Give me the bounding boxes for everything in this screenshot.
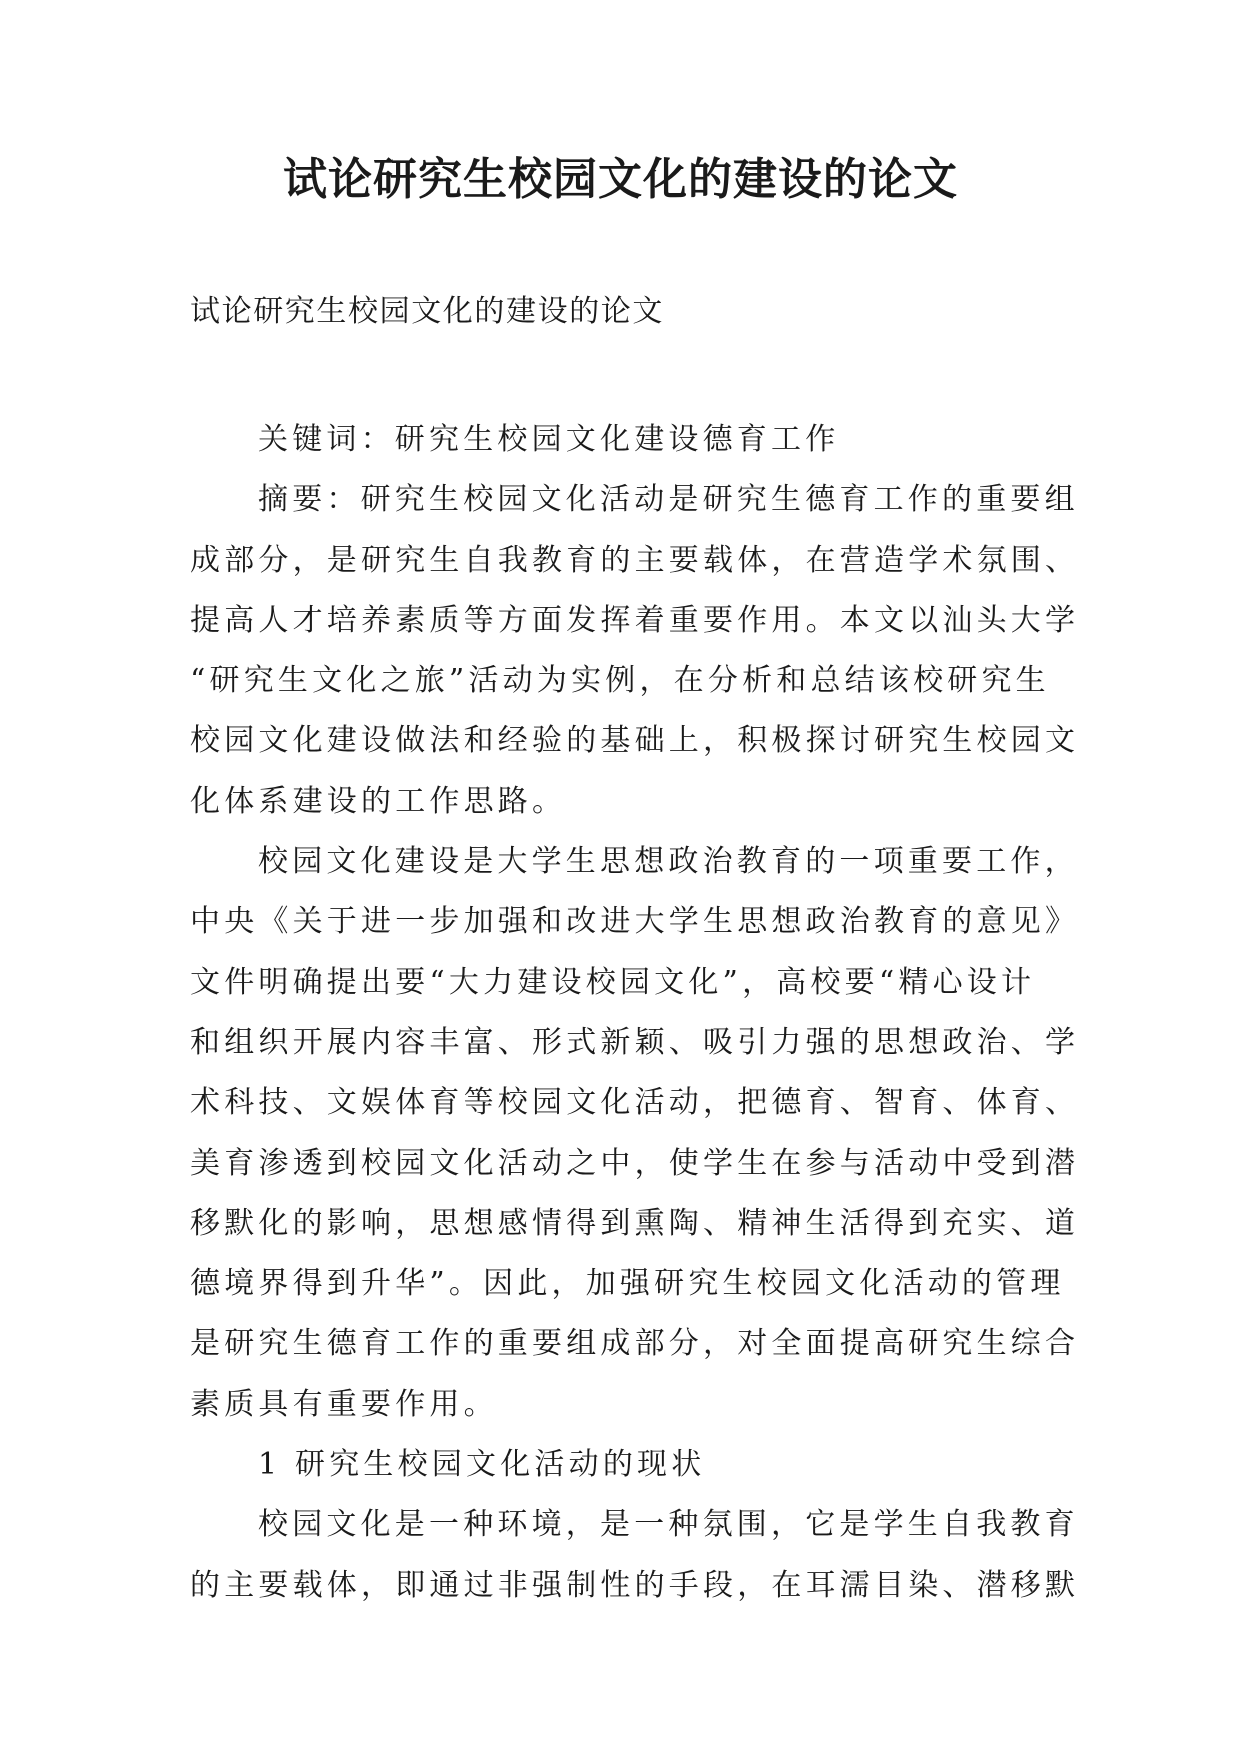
body-line: 中央《关于进一步加强和改进大学生思想政治教育的意见》 — [190, 904, 1080, 940]
body-line: 的主要载体，即通过非强制性的手段，在耳濡目染、潜移默 — [190, 1567, 1080, 1603]
document-body — [190, 410, 1080, 1616]
body-line: 成部分，是研究生自我教育的主要载体，在营造学术氛围、 — [190, 542, 1080, 578]
body-line: 校园文化建设做法和经验的基础上，积极探讨研究生校园文 — [190, 723, 1080, 759]
body-line: 化体系建设的工作思路。 — [190, 783, 567, 819]
body-line: 素质具有重要作用。 — [190, 1386, 498, 1422]
body-line: 移默化的影响，思想感情得到熏陶、精神生活得到充实、道 — [190, 1205, 1080, 1241]
document-subtitle: 试论研究生校园文化的建设的论文 — [190, 294, 664, 329]
body-line: 美育渗透到校园文化活动之中，使学生在参与活动中受到潜 — [190, 1145, 1080, 1181]
body-line: 关键词：研究生校园文化建设德育工作 — [258, 422, 840, 457]
body-line: 校园文化建设是大学生思想政治教育的一项重要工作， — [258, 844, 1079, 880]
body-line: 术科技、文娱体育等校园文化活动，把德育、智育、体育、 — [190, 1085, 1080, 1121]
body-line: 是研究生德育工作的重要组成部分，对全面提高研究生综合 — [190, 1326, 1080, 1362]
body-line: 校园文化是一种环境，是一种氛围，它是学生自我教育 — [258, 1507, 1079, 1543]
body-line: 提高人才培养素质等方面发挥着重要作用。本文以汕头大学 — [190, 602, 1080, 638]
document-title: 试论研究生校园文化的建设的论文 — [283, 154, 958, 205]
body-line: 德境界得到升华”。因此，加强研究生校园文化活动的管理 — [190, 1266, 1065, 1302]
body-line: 1 研究生校园文化活动的现状 — [258, 1447, 706, 1483]
body-line: 文件明确提出要“大力建设校园文化”，高校要“精心设计 — [190, 964, 1036, 1000]
body-line: 摘要：研究生校园文化活动是研究生德育工作的重要组 — [258, 482, 1079, 518]
body-line: 和组织开展内容丰富、形式新颖、吸引力强的思想政治、学 — [190, 1024, 1080, 1060]
body-line: “研究生文化之旅”活动为实例，在分析和总结该校研究生 — [190, 663, 1050, 699]
